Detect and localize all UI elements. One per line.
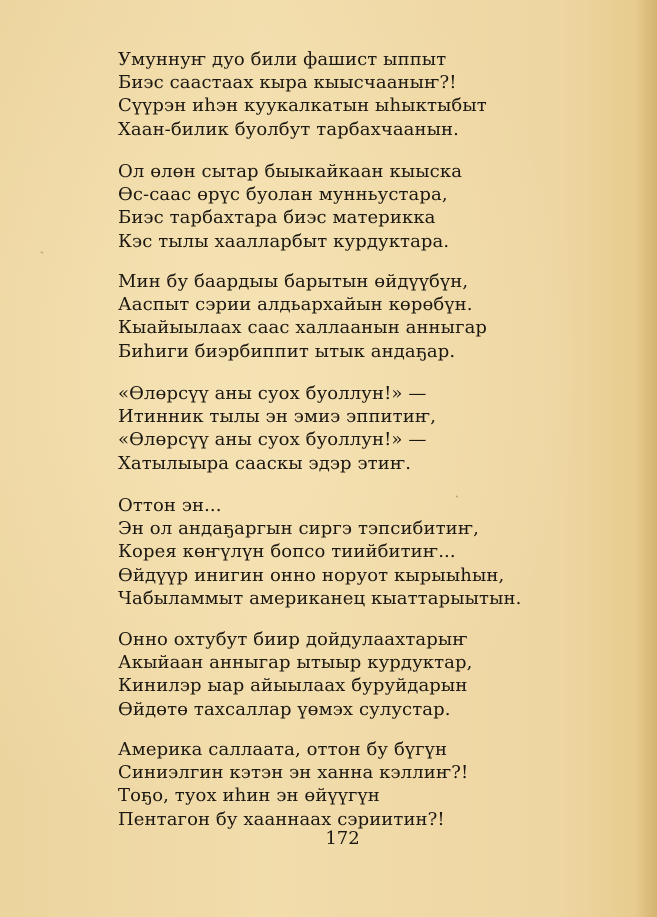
paper-speck: ˎ [455, 484, 459, 498]
page-number: 172 [325, 828, 360, 849]
poem-line: Америка саллаата, оттон бу бүгүн [118, 739, 448, 760]
stanza-4 [118, 382, 436, 475]
stanza-7 [118, 738, 468, 831]
poem-line: Кинилэр ыар айыылаах буруйдарын [118, 675, 468, 697]
poem-line: «Өлөрсүү аны суох буоллун!» — [118, 429, 427, 451]
poem-line: Ааспыт сэрии алдьархайын көрөбүн. [118, 294, 473, 316]
poem-line: Синиэлгин кэтэн эн ханна кэллиҥ?! [118, 762, 469, 784]
poem-line: Онно охтубут биир дойдулаахтарыҥ [118, 629, 468, 650]
stanza-5 [118, 494, 521, 610]
poem-line: Сүүрэн иһэн куукалкатын ыһыктыбыт [118, 95, 487, 117]
poem-line: Биэс тарбахтара биэс материкка [118, 207, 436, 229]
poem-line: Өйдөтө тахсаллар үөмэх сулустар. [118, 698, 451, 720]
poem-line: Ол өлөн сытар быыкайкаан кыыска [118, 161, 463, 182]
poem-line: Корея көҥүлүн бопсо тиийбитиҥ... [118, 541, 456, 563]
poem-line: Оттон эн... [118, 495, 222, 516]
poem-line: Умуннуҥ дуо били фашист ыппыт [118, 49, 447, 70]
poem-line: Тоҕо, туох иһин эн өйүүгүн [118, 785, 380, 807]
poem-line: Хатылыыра сааскы эдэр этиҥ. [118, 452, 412, 474]
paper-speck: ˎ [40, 240, 44, 254]
poem-line: Чабыламмыт американец кыаттарыытын. [118, 587, 522, 609]
poem-line: Мин бу баардыы барытын өйдүүбүн, [118, 271, 469, 292]
poem-line: Өйдүүр инигин онно норуот кырыыһын, [118, 564, 505, 586]
poem-line: Эн ол андаҕаргын сиргэ тэпсибитиҥ, [118, 518, 480, 540]
poem-line: Хаан-билик буолбут тарбахчаанын. [118, 118, 459, 140]
poem-line: Кэс тылы хаалларбыт курдуктара. [118, 230, 450, 252]
poem-line: Итинник тылы эн эмиэ эппитиҥ, [118, 406, 437, 428]
poem-line: Өс-саас өрүс буолан мунньустара, [118, 184, 448, 206]
stanza-1 [118, 48, 487, 141]
poem-line: Биһиги биэрбиппит ытык андаҕар. [118, 340, 456, 362]
poem-line: Акыйаан анныгар ытыыр курдуктар, [118, 652, 473, 674]
stanza-6 [118, 628, 472, 721]
poem-line: Пентагон бу хааннаах сэриитин?! [118, 808, 445, 830]
poem-line: «Өлөрсүү аны суох буоллун!» — [118, 383, 427, 404]
stanza-2 [118, 160, 462, 253]
page-edge-shadow [635, 0, 657, 917]
poem-line: Кыайыылаах саас халлаанын анныгар [118, 317, 488, 339]
stanza-3 [118, 270, 487, 363]
poem-line: Биэс саастаах кыра кыысчааныҥ?! [118, 72, 457, 94]
